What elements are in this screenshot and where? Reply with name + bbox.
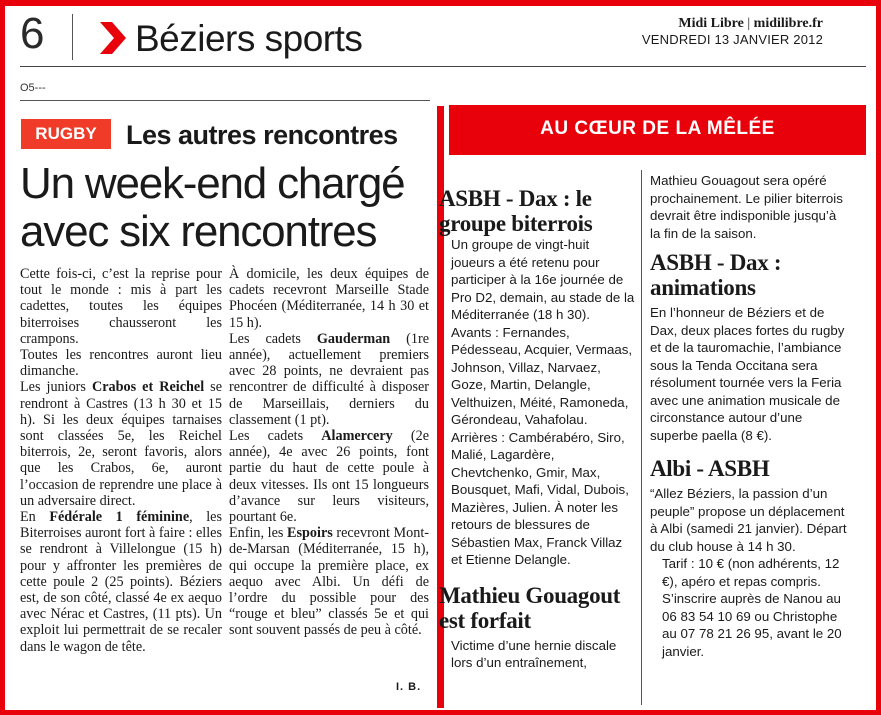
masthead <box>642 16 823 47</box>
paragraph: Cette fois-ci, c’est la reprise pour tout le monde : mis à part les cadettes, toutes les équipes biterroises chausseront les crampons. <box>20 266 222 347</box>
brief-text: Tarif : 10 € (non adhérents, 12 €), apéro et repas compris. S’inscrire auprès de Nanou au 06 83 54 10 69 ou Christophe au 07 78 21 26 95, avant le 20 janvier. <box>662 556 842 659</box>
article-column-2 <box>229 266 429 639</box>
sidebar-column-1 <box>439 172 635 672</box>
sidebar-column-divider <box>641 170 642 705</box>
sidebar-banner: AU CŒUR DE LA MÊLÉE <box>449 105 866 155</box>
category-badge: RUGBY <box>21 119 111 149</box>
brief-title: ASBH - Dax : animations <box>650 250 782 300</box>
page-number: 6 <box>20 9 45 58</box>
brief-title: Mathieu Gouagout est forfait <box>439 582 621 633</box>
brief-text: Arrières : Cambérabéro, Siro, Malié, Lagardère, Chevtchenko, Gmir, Max, Bousquet, Mafi, Vidal, Dubois, Mazières, Julien. À noter les retours de blessures de Sébastien Max, Franck Villaz et Etienne Delangle. <box>451 429 629 567</box>
paragraph: Les cadets Alamercery (2e année), 4e avec 26 points, font partie du haut de cette poule à deux vitesses. Ils ont 15 longueurs d’avance sur leurs visiteurs, pourtant 6e. <box>229 428 430 526</box>
article-column-1 <box>20 266 222 655</box>
paragraph: Enfin, les Espoirs recevront Mont-de-Marsan (Méditerranée, 15 h), qui occupe la première place, ex aequo avec Albi. Un défi de l’ordre du possible pour des “rouge et bleu” classés 5e et qui sont souvent passés de peu à côté. <box>229 525 429 639</box>
brief-text: Victime d’une hernie discale lors d’un entraînement, <box>451 637 617 670</box>
page-code: O5--- <box>20 82 46 94</box>
article-kicker: Les autres rencontres <box>126 120 398 150</box>
author-signature: I. B. <box>396 681 422 693</box>
paragraph: Les juniors Crabos et Reichel se rendront à Castres (13 h 30 et 15 h). Si les deux équipes tarnaises sont classées 5e, les Reichel biterrois, 2e, seront favoris, alors que les Crabos, 6e, auront l’occasion de reprendre une place à un adversaire direct. <box>20 379 222 509</box>
sidebar-column-2 <box>650 172 850 660</box>
brief-text: Avants : Fernandes, Pédesseau, Acquier, Vermaas, Johnson, Villaz, Narvaez, Goze, Martin, Delangle, Velthuizen, Méité, Ramoneda, Gérondeau, Vahafolau. <box>451 324 633 427</box>
paragraph: Toutes les rencontres auront lieu dimanche. <box>20 347 222 380</box>
brief-text: Mathieu Gouagout sera opéré prochainement. Le pilier biterrois devrait être indisponible jusqu’à la fin de la saison. <box>650 173 843 241</box>
chevron-right-icon <box>96 20 130 56</box>
masthead-brand: Midi Libre <box>678 16 744 31</box>
masthead-site: midilibre.fr <box>753 16 823 31</box>
issue-date: VENDREDI 13 JANVIER 2012 <box>641 32 823 47</box>
brief-title: ASBH - Dax : le groupe biterrois <box>439 186 593 236</box>
masthead-separator: | <box>743 16 754 31</box>
article-rule <box>20 100 430 101</box>
brief-text: En l’honneur de Béziers et de Dax, deux places fortes du rugby et de la tauromachie, l’ambiance sous la Tenda Occitana sera résolument tournée vers la Feria avec une animation musicale de circonstance autour d’une superbe paella (8 €). <box>650 305 845 443</box>
brief-title: Albi - ASBH <box>650 456 770 481</box>
header-rule <box>20 66 866 67</box>
headline-line-2: avec six rencontres <box>20 207 377 256</box>
paragraph: Les cadets Gauderman (1re année), actuellement premiers avec 28 points, ne devraient pas rencontrer de difficulté à disposer de Marseillais, derniers du classement (1 pt). <box>229 330 429 428</box>
headline-line-1: Un week-end chargé <box>20 159 405 208</box>
paragraph: À domicile, les deux équipes de cadets recevront Marseille Stade Phocéen (Méditerranée, 14 h 30 et 15 h). <box>229 266 429 331</box>
brief-text: “Allez Béziers, la passion d’un peuple” propose un déplacement à Albi (samedi 21 janvier). Départ du club house à 14 h 30. <box>650 486 847 554</box>
header-divider <box>72 14 73 60</box>
brief-text: Un groupe de vingt-huit joueurs a été retenu pour participer à la 16e journée de Pro D2, demain, au stade de la Méditerranée (18 h 30). <box>451 237 635 322</box>
section-title: Béziers sports <box>135 18 363 59</box>
article-headline <box>20 160 440 256</box>
paragraph: En Fédérale 1 féminine, les Biterroises auront fort à faire : elles se rendront à Villelongue (15 h) pour y affronter les premières de cette poule 2 (25 points). Béziers est, de son côté, classé 4e ex aequo avec Nérac et Castres, (11 pts). Un exploit lui permettrait de se recaler dans le wagon de tête. <box>20 509 222 655</box>
